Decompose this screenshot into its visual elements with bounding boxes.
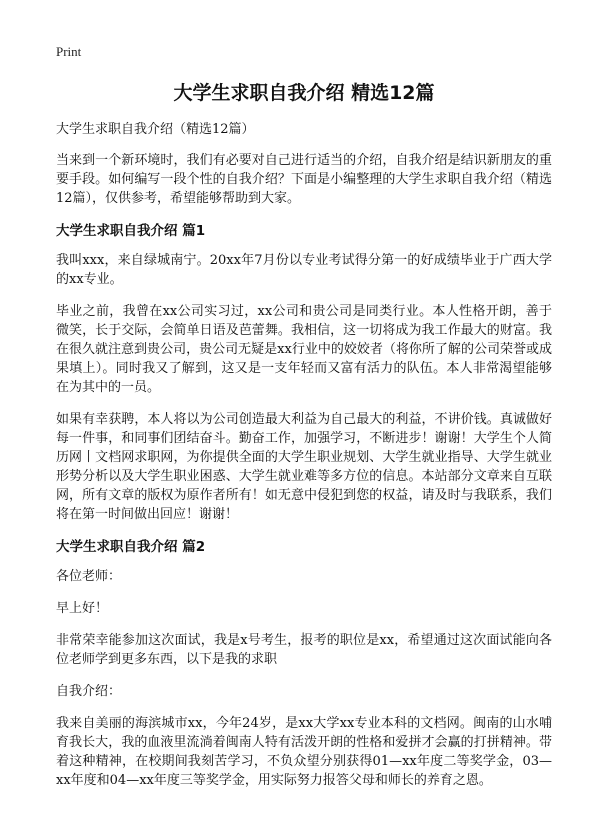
section-heading-2: 大学生求职自我介绍 篇2 bbox=[56, 539, 206, 555]
section-2-paragraph-5: 我来自美丽的海滨城市xx，今年24岁，是xx大学xx专业本科的文档网。闽南的山水哺育我长大，我的血液里流淌着闽南人特有活泼开朗的性格和爱拼才会赢的打拼精神。带着这种精神，在校期间我刻苦学习，不负众望分别获得01—xx年度二等奖学金，03—xx年度和04—xx年度三等奖学金，用实际努力报答父母和师长的养育之恩。 bbox=[56, 716, 552, 788]
print-link[interactable]: Print bbox=[56, 44, 82, 59]
section-1-paragraph-3: 如果有幸获聘，本人将以为公司创造最大利益为自己最大的利益，不讲价钱。真诚做好每一件事，和同事们团结奋斗。勤奋工作，加强学习，不断进步！谢谢！大学生个人简历网丨文档网求职网，为你提供全面的大学生职业规划、大学生就业指导、大学生就业形势分析以及大学生职业困惑、大学生就业难等多方位的信息。本站部分文章来自互联网，所有文章的版权为原作者所有！如无意中侵犯到您的权益，请及时与我联系，我们将在第一时间做出回应！谢谢！ bbox=[56, 412, 552, 522]
section-heading-1: 大学生求职自我介绍 篇1 bbox=[56, 223, 206, 239]
section-2-greeting: 各位老师： bbox=[56, 569, 122, 584]
section-2-good-morning: 早上好！ bbox=[56, 601, 109, 616]
section-1-paragraph-1: 我叫xxx，来自绿城南宁。20xx年7月份以专业考试得分第一的好成绩毕业于广西大学的xx专业。 bbox=[56, 253, 552, 287]
intro-paragraph: 当来到一个新环境时，我们有必要对自己进行适当的介绍，自我介绍是结识新朋友的重要手段。如何编写一段个性的自我介绍？下面是小编整理的大学生求职自我介绍（精选12篇），仅供参考，希望能够帮助到大家。 bbox=[56, 153, 552, 206]
document-subtitle: 大学生求职自我介绍（精选12篇） bbox=[56, 122, 255, 137]
section-2-paragraph-3: 非常荣幸能参加这次面试，我是x号考生，报考的职位是xx，希望通过这次面试能向各位老师学到更多东西，以下是我的求职 bbox=[56, 633, 552, 667]
section-2-self-intro-label: 自我介绍： bbox=[56, 684, 122, 699]
document-title: 大学生求职自我介绍 精选12篇 bbox=[173, 82, 435, 104]
section-1-paragraph-2: 毕业之前，我曾在xx公司实习过，xx公司和贵公司是同类行业。本人性格开朗，善于微笑，长于交际，会简单日语及芭蕾舞。我相信，这一切将成为我工作最大的财富。我在很久就注意到贵公司，贵公司无疑是xx行业中的姣姣者（将你所了解的公司荣誉或成果填上）。同时我又了解到，这又是一支年轻而又富有活力的队伍。本人非常渴望能够在为其中的一员。 bbox=[56, 304, 552, 395]
